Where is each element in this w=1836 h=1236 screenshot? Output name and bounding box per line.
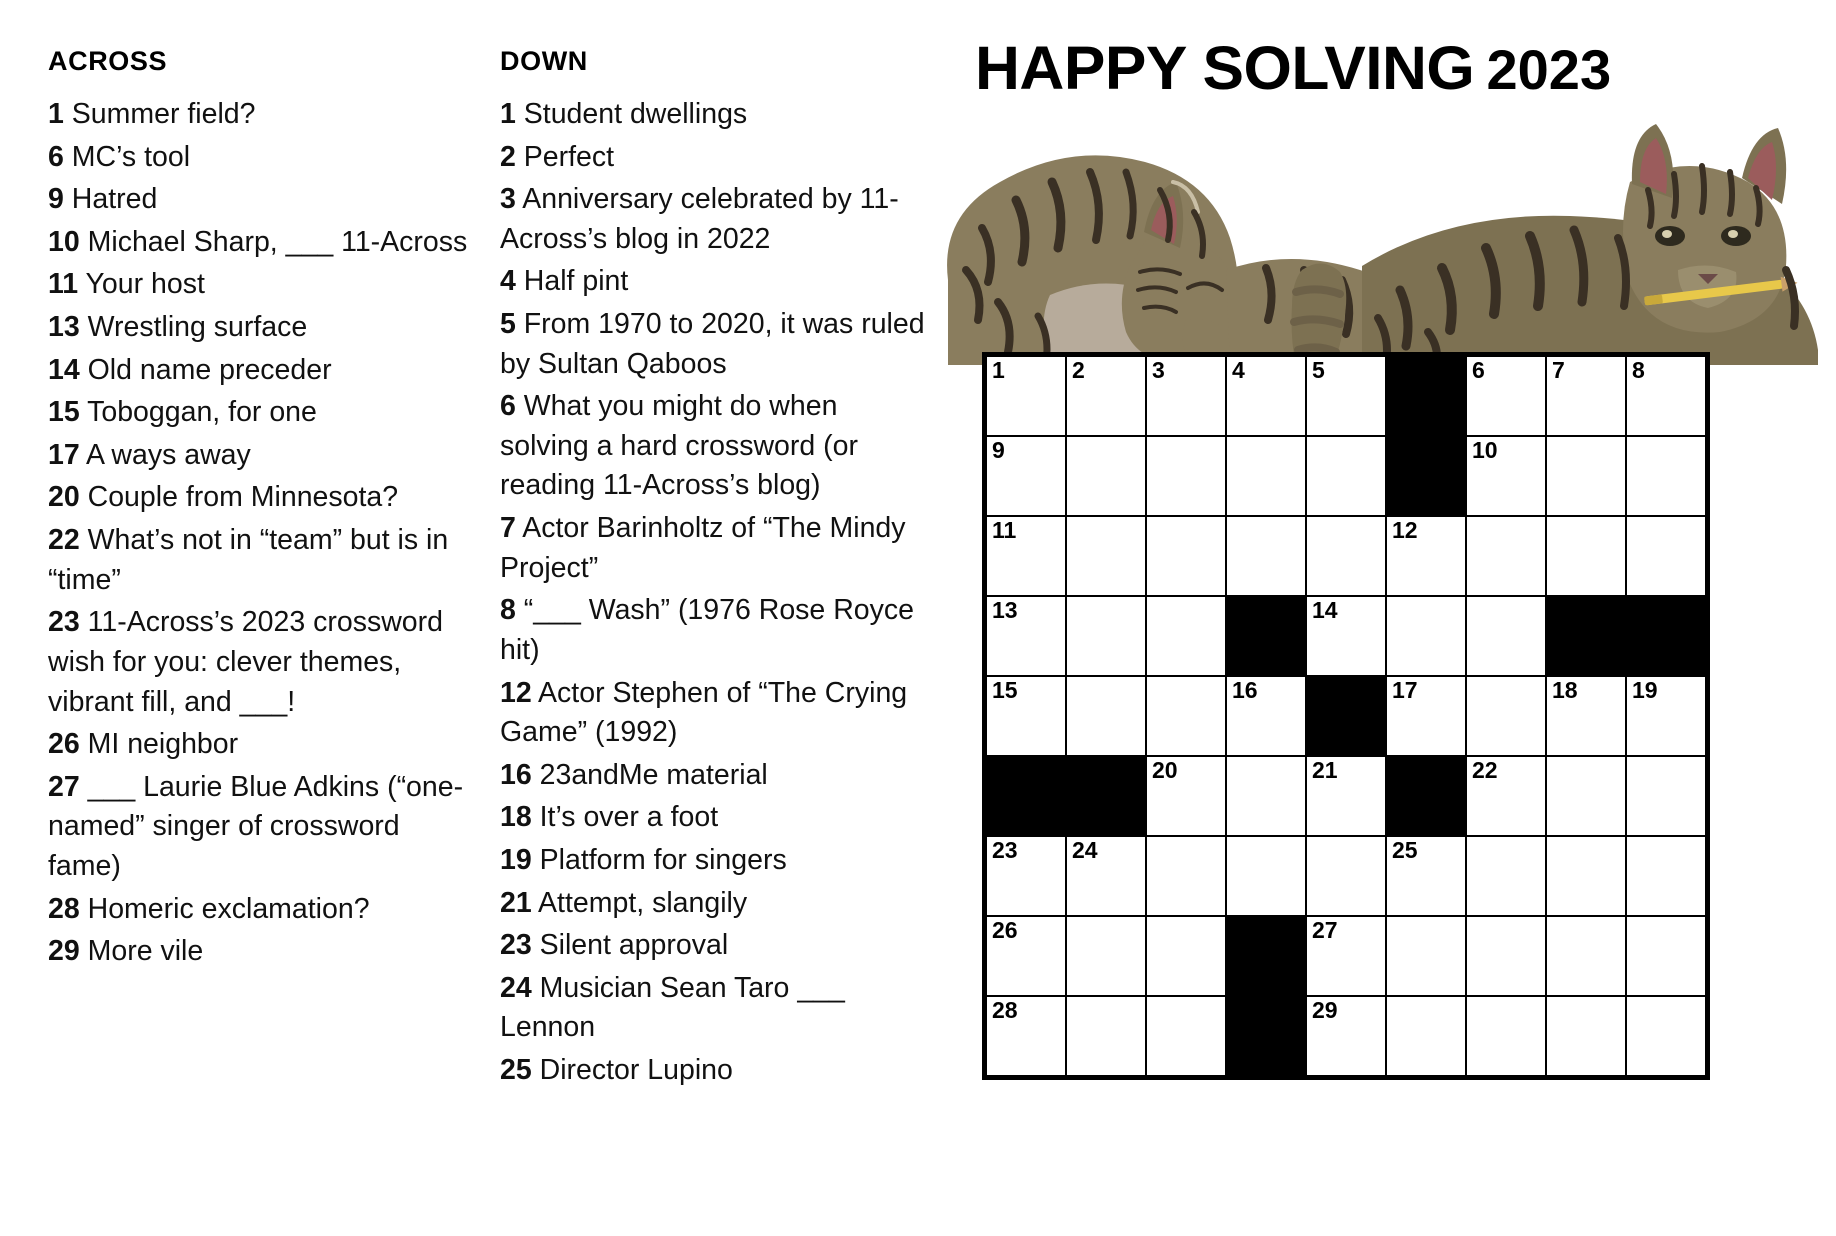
clue-number: 9 [48,183,64,216]
clue-number: 10 [48,225,80,258]
grid-cell[interactable] [1466,996,1546,1078]
grid-cell-number: 8 [1632,357,1645,383]
grid-cell[interactable] [1306,516,1386,596]
clue-text: Michael Sharp, ___ 11-Across [79,225,468,258]
clue-text: More vile [79,935,204,968]
grid-cell[interactable] [1626,916,1708,996]
grid-cell[interactable] [1226,516,1306,596]
grid-cell[interactable] [1306,596,1386,676]
grid-cell-number: 4 [1232,357,1245,383]
grid-cell[interactable] [1626,756,1708,836]
clue-number: 28 [48,892,80,925]
down-heading: DOWN [500,46,588,76]
grid-row [985,836,1708,916]
grid-cell-number: 22 [1472,757,1498,783]
grid-cell[interactable] [1546,916,1626,996]
clue-number: 13 [48,311,80,344]
grid-cell-block [985,756,1067,836]
clue-down-1[interactable] [500,95,930,135]
clue-down-25[interactable] [500,1051,930,1091]
clue-number: 14 [48,353,80,386]
grid-cell[interactable] [1626,436,1708,516]
grid-cell[interactable] [1386,916,1466,996]
clue-across-15[interactable] [48,393,468,433]
grid-cell-block [1386,436,1466,516]
grid-cell-number: 15 [992,677,1018,703]
clue-down-12[interactable] [500,674,930,753]
clue-number: 2 [500,140,516,173]
clue-number: 23 [500,929,532,962]
clue-text: 11-Across’s 2023 crossword wish for you: clever themes, vibrant fill, and ___! [48,606,443,718]
grid-row [985,996,1708,1078]
grid-cell-number: 20 [1152,757,1178,783]
grid-cell[interactable] [985,996,1067,1078]
clue-text: MC’s tool [63,140,191,173]
grid-cell[interactable] [1466,756,1546,836]
grid-cell[interactable] [1626,516,1708,596]
grid-cell[interactable] [1626,355,1708,437]
grid-cell[interactable] [1066,436,1146,516]
puzzle-title [975,34,1612,102]
clue-text: Platform for singers [531,843,787,876]
clue-text: Toboggan, for one [79,396,317,429]
grid-cell[interactable] [1466,436,1546,516]
grid-cell-number: 19 [1632,677,1658,703]
clue-text: Student dwellings [515,98,748,130]
clue-down-19[interactable] [500,841,930,881]
clue-text: “___ Wash” (1976 Rose Royce hit) [500,594,914,666]
grid-cell[interactable] [1626,836,1708,916]
grid-cell-block [1226,596,1306,676]
grid-cell-number: 23 [992,837,1018,863]
clue-down-3[interactable] [500,180,930,259]
clue-number: 19 [500,843,532,876]
grid-cell[interactable] [1146,756,1226,836]
grid-cell-number: 26 [992,917,1018,943]
grid-cell[interactable] [1626,676,1708,756]
clue-number: 22 [48,524,80,557]
grid-cell[interactable] [1146,436,1226,516]
grid-row [985,756,1708,836]
grid-cell[interactable] [985,836,1067,916]
grid-cell[interactable] [1146,355,1226,437]
grid-cell-number: 27 [1312,917,1338,943]
grid-cell-number: 29 [1312,997,1338,1023]
clue-text: Attempt, slangily [531,886,748,919]
grid-row [985,916,1708,996]
clue-text: A ways away [79,438,251,471]
grid-cell[interactable] [1226,436,1306,516]
clue-down-2[interactable] [500,138,930,178]
grid-cell[interactable] [1546,516,1626,596]
clue-down-4[interactable] [500,262,930,302]
grid-row [985,516,1708,596]
clue-across-22[interactable] [48,521,468,600]
clue-across-17[interactable] [48,436,468,476]
clue-text: Musician Sean Taro ___ Lennon [500,971,845,1044]
clue-across-23[interactable] [48,603,468,722]
clue-text: Homeric exclamation? [79,892,370,925]
grid-cell[interactable] [1466,916,1546,996]
grid-cell-block [1626,596,1708,676]
clue-text: Anniversary celebrated by 11-Across’s blog in 2022 [500,183,899,255]
grid-cell[interactable] [1146,516,1226,596]
clue-down-18[interactable] [500,798,930,838]
grid-cell[interactable] [985,676,1067,756]
grid-cell-block [1546,596,1626,676]
grid-cell[interactable] [1066,676,1146,756]
clue-across-27[interactable] [48,768,468,887]
clue-text: Old name preceder [79,353,332,386]
grid-cell-number: 18 [1552,677,1578,703]
grid-cell-number: 14 [1312,597,1338,623]
clue-number: 11 [48,268,79,301]
grid-cell[interactable] [1306,756,1386,836]
grid-cell[interactable] [1066,836,1146,916]
grid-cell[interactable] [1546,996,1626,1078]
grid-cell[interactable] [1306,355,1386,437]
grid-cell[interactable] [985,436,1067,516]
clue-text: Silent approval [531,929,729,962]
clue-across-11[interactable] [48,265,468,305]
grid-cell[interactable] [1306,916,1386,996]
puzzle-title-main: HAPPY SOLVING [975,34,1475,102]
grid-cell[interactable] [1386,516,1466,596]
grid-cell[interactable] [1226,756,1306,836]
clue-number: 16 [500,758,532,791]
grid-cell[interactable] [1386,596,1466,676]
clue-down-5[interactable] [500,305,930,384]
grid-cell-number: 24 [1072,837,1098,863]
clue-number: 17 [48,438,80,471]
clue-number: 21 [500,886,532,919]
across-heading: ACROSS [48,46,168,76]
grid-cell[interactable] [985,355,1067,437]
grid-cell[interactable] [1146,996,1226,1078]
grid-cell[interactable] [1146,596,1226,676]
grid-cell[interactable] [1466,596,1546,676]
clue-text: Wrestling surface [79,311,308,344]
grid-cell-block [1226,996,1306,1078]
grid-cell[interactable] [1466,516,1546,596]
grid-cell[interactable] [1226,836,1306,916]
grid-cell[interactable] [1306,436,1386,516]
clue-number: 7 [500,512,516,545]
puzzle-title-year: 2023 [1486,38,1612,101]
down-clue-list [500,95,930,1091]
grid-cell[interactable] [1546,355,1626,437]
grid-cell[interactable] [1146,676,1226,756]
clue-text: It’s over a foot [531,801,719,834]
grid-cell-number: 17 [1392,677,1418,703]
clue-text: Couple from Minnesota? [79,481,399,514]
grid-cell-number: 5 [1312,357,1325,383]
grid-cell[interactable] [1066,996,1146,1078]
across-clue-list [48,95,468,972]
clue-number: 15 [48,396,80,429]
clue-number: 29 [48,935,80,968]
grid-cell-number: 10 [1472,437,1498,463]
clue-text: Actor Stephen of “The Crying Game” (1992) [500,676,908,749]
grid-cell[interactable] [1466,676,1546,756]
clue-number: 18 [500,801,532,834]
clue-number: 24 [500,971,532,1004]
clue-text: What you might do when solving a hard crossword (or reading 11-Across’s blog) [500,390,858,502]
grid-cell[interactable] [1066,596,1146,676]
grid-cell-number: 21 [1312,757,1338,783]
clue-across-26[interactable] [48,725,468,765]
grid-cell[interactable] [1226,355,1306,437]
grid-cell-block [1306,676,1386,756]
grid-cell[interactable] [1546,836,1626,916]
clue-down-21[interactable] [500,884,930,924]
grid-cell-block [1386,756,1466,836]
clue-across-1[interactable] [48,95,468,135]
grid-row [985,436,1708,516]
grid-cell[interactable] [1146,916,1226,996]
grid-cell[interactable] [1386,836,1466,916]
grid-cell-number: 3 [1152,357,1165,383]
clue-text: What’s not in “team” but is in “time” [48,524,449,596]
grid-cell-number: 2 [1072,357,1085,383]
clue-number: 25 [500,1054,532,1087]
clue-number: 12 [500,676,532,709]
clue-across-28[interactable] [48,890,468,930]
grid-cell[interactable] [985,516,1067,596]
grid-row [985,355,1708,437]
clue-text: MI neighbor [79,728,239,761]
grid-row [985,596,1708,676]
grid-cell[interactable] [985,916,1067,996]
clue-text: Your host [78,268,205,301]
grid-cell[interactable] [1466,355,1546,437]
clue-number: 5 [500,308,516,341]
clue-number: 3 [500,183,516,216]
clue-number: 23 [48,606,80,639]
grid-cell-number: 7 [1552,357,1565,383]
grid-cell[interactable] [1306,836,1386,916]
clue-across-29[interactable] [48,932,468,972]
clue-down-24[interactable] [500,969,930,1048]
crossword-grid-wrap [982,352,1710,1080]
clue-down-6[interactable] [500,387,930,506]
clue-text: From 1970 to 2020, it was ruled by Sultan Qaboos [500,308,925,380]
grid-cell[interactable] [1546,436,1626,516]
clue-across-13[interactable] [48,308,468,348]
clue-down-8[interactable] [500,591,930,670]
grid-cell-block [1226,916,1306,996]
clue-text: Summer field? [63,98,256,130]
grid-cell[interactable] [1306,996,1386,1078]
clue-across-6[interactable] [48,138,468,178]
grid-cell-number: 9 [992,437,1005,463]
clue-number: 26 [48,728,80,761]
grid-cell[interactable] [1386,996,1466,1078]
grid-cell-number: 16 [1232,677,1258,703]
clue-text: ___ Laurie Blue Adkins (“one-named” singer of crossword fame) [48,770,464,882]
grid-cell-block [1066,756,1146,836]
clue-text: Actor Barinholtz of “The Mindy Project” [500,512,906,584]
grid-cell-number: 28 [992,997,1018,1023]
grid-cell-number: 11 [992,517,1017,543]
clue-number: 20 [48,481,80,514]
grid-cell[interactable] [1466,836,1546,916]
clue-across-20[interactable] [48,478,468,518]
grid-cell-number: 25 [1392,837,1418,863]
grid-cell[interactable] [1146,836,1226,916]
clue-down-23[interactable] [500,926,930,966]
grid-cell[interactable] [1626,996,1708,1078]
grid-cell[interactable] [1546,756,1626,836]
crossword-grid[interactable] [982,352,1710,1080]
grid-cell[interactable] [985,596,1067,676]
grid-row [985,676,1708,756]
grid-cell[interactable] [1066,516,1146,596]
clue-text: Hatred [63,183,158,216]
clue-text: Perfect [515,140,615,173]
clue-down-7[interactable] [500,509,930,588]
clue-across-10[interactable] [48,223,468,263]
grid-cell-number: 1 [992,357,1005,383]
grid-cell[interactable] [1546,676,1626,756]
clue-text: Half pint [515,265,629,298]
grid-cell-number: 12 [1392,517,1418,543]
clue-number: 1 [48,98,64,130]
clue-number: 1 [500,98,516,130]
across-clues-column [48,48,468,975]
clue-text: 23andMe material [531,758,768,791]
grid-cell[interactable] [1226,676,1306,756]
grid-cell[interactable] [1066,355,1146,437]
clue-across-9[interactable] [48,180,468,220]
clue-across-14[interactable] [48,351,468,391]
clue-text: Director Lupino [531,1054,733,1087]
grid-cell-number: 13 [992,597,1018,623]
grid-cell[interactable] [1386,676,1466,756]
grid-cell[interactable] [1066,916,1146,996]
clue-number: 4 [500,265,516,298]
clue-down-16[interactable] [500,756,930,796]
grid-cell-number: 6 [1472,357,1485,383]
cat-right-with-pencil [1292,124,1819,365]
clue-number: 6 [500,390,516,423]
clue-number: 6 [48,140,64,173]
clue-number: 8 [500,594,516,627]
clue-number: 27 [48,770,80,803]
two-cats-illustration [930,120,1820,365]
grid-cell-block [1386,355,1466,437]
down-clues-column [500,48,930,1094]
